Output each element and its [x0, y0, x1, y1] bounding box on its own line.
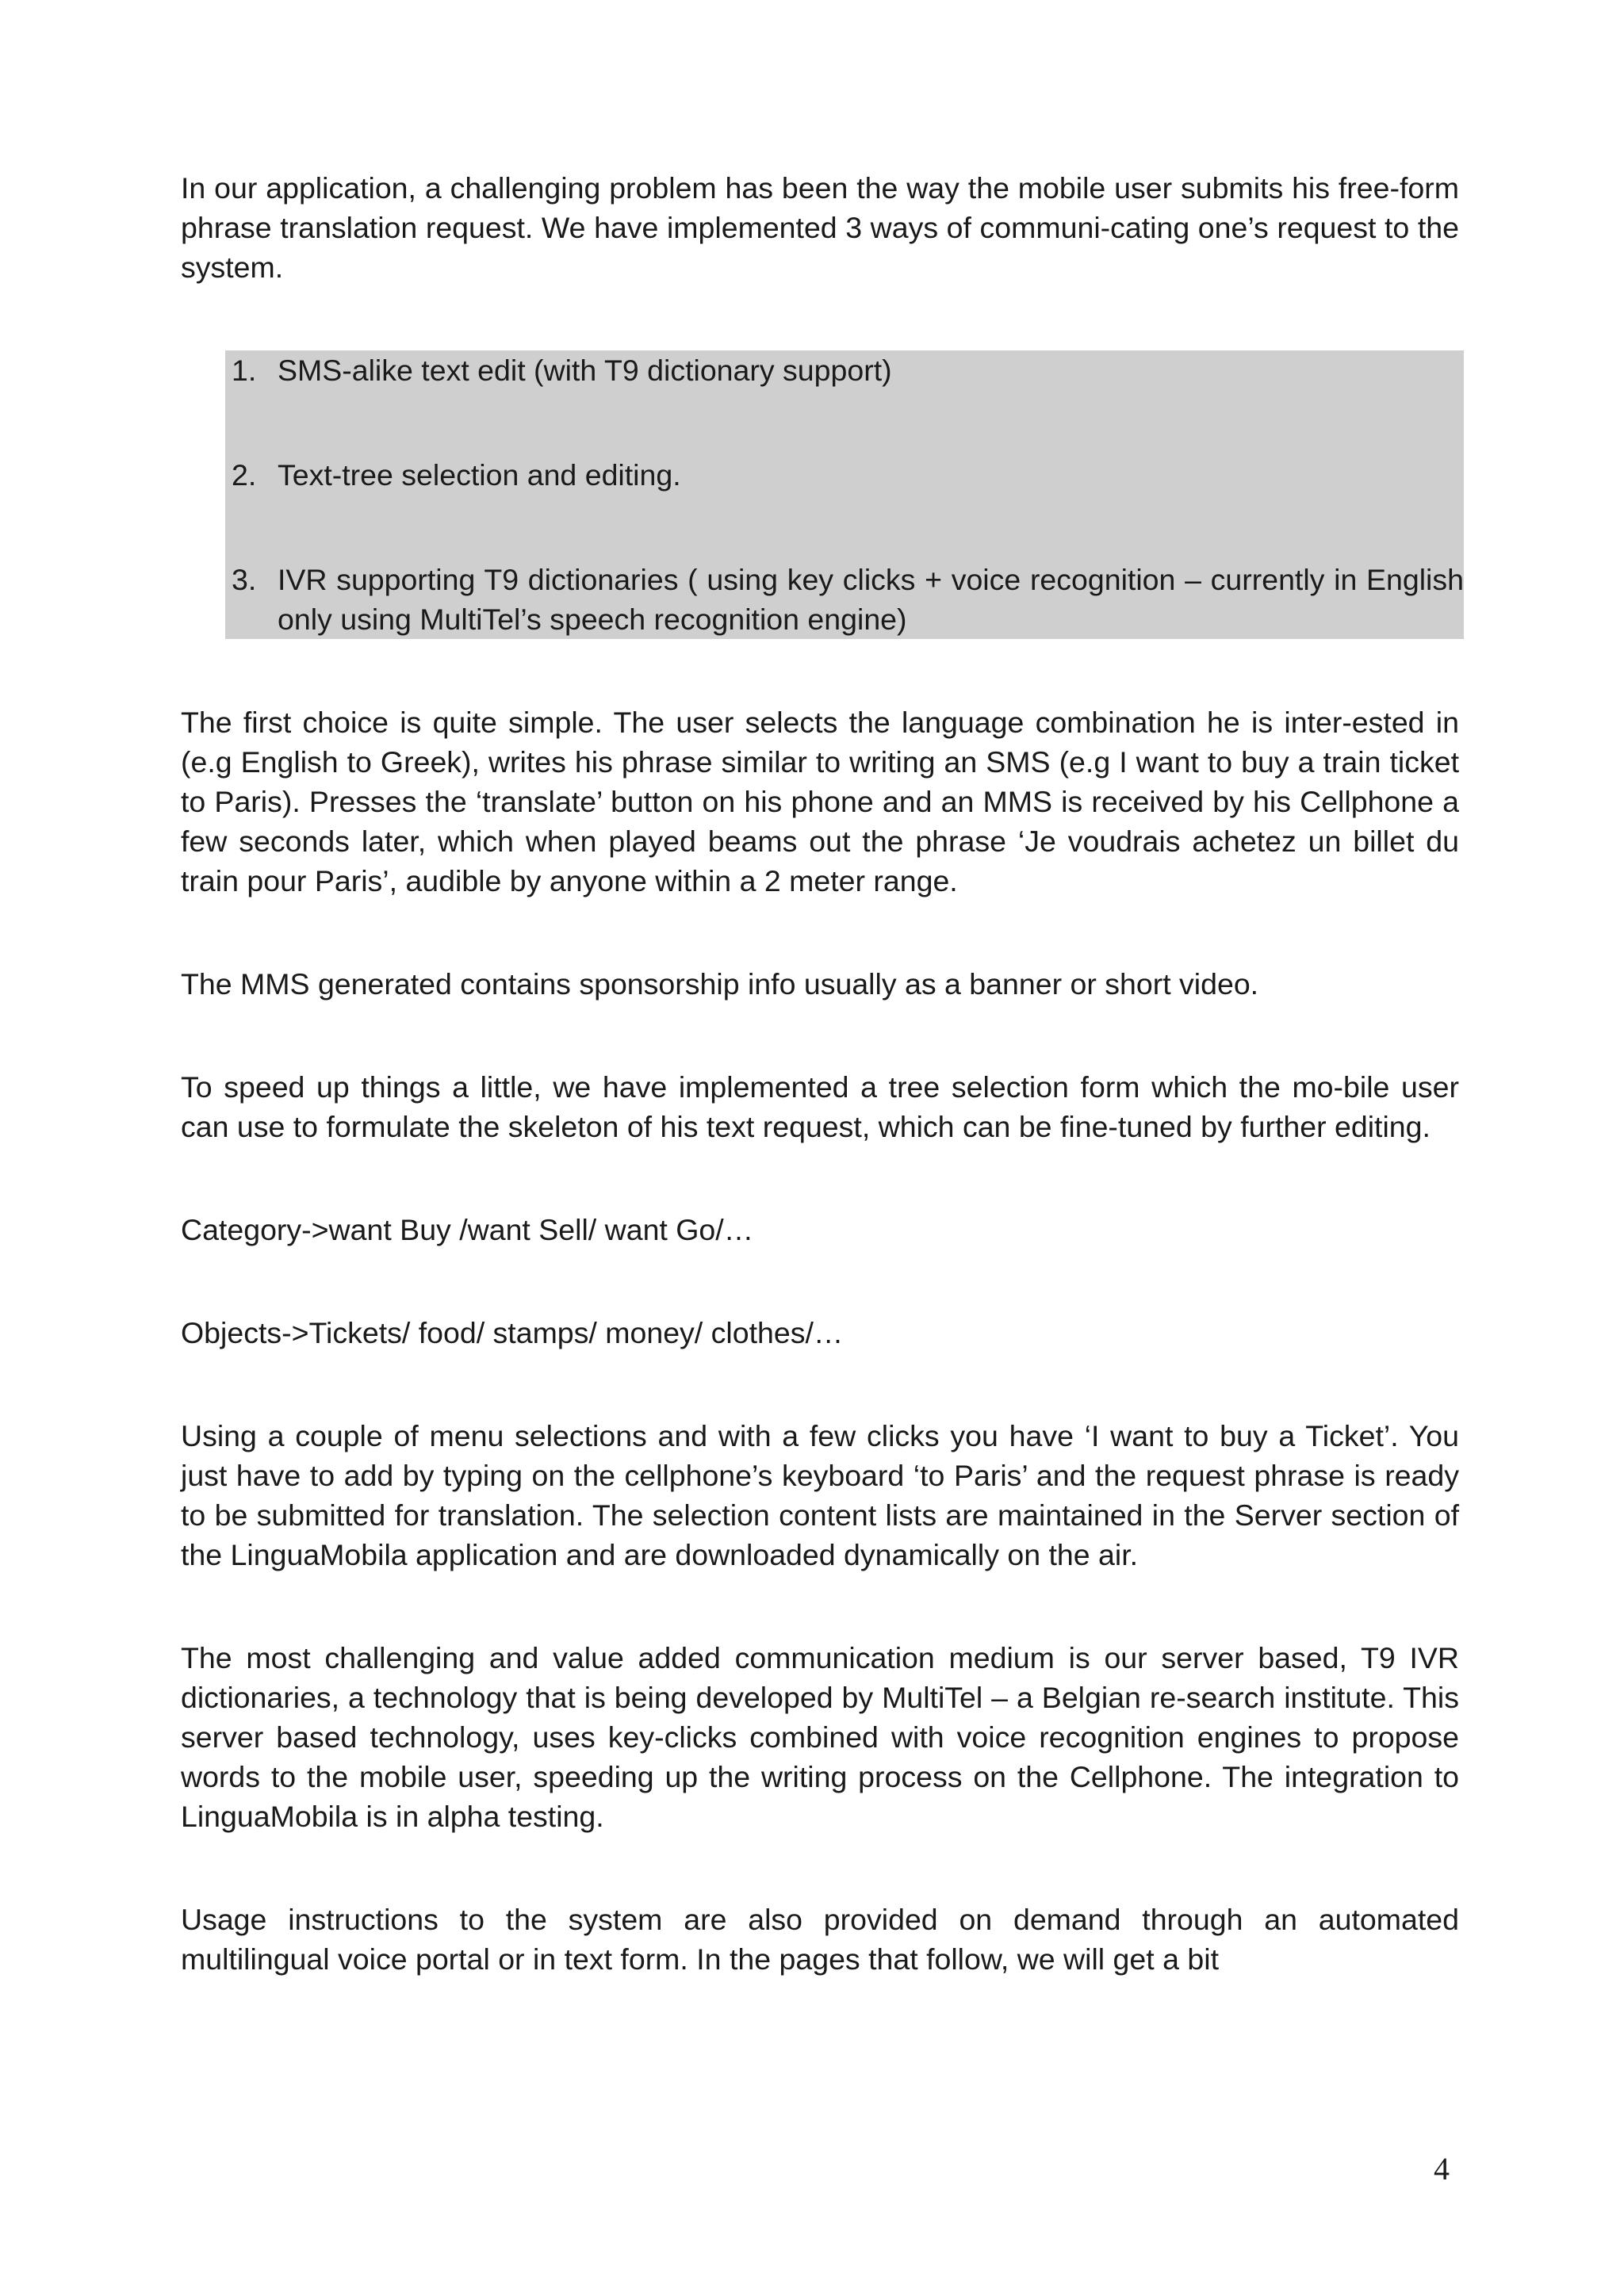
paragraph-most-challenging: The most challenging and value added communication medium is our server based, T9 IVR dictionaries, a technology that is being developed by MultiTel – a Belgian re-search institute. This server based technology, uses key-clicks combined with voice recognition engines to propose words to the mobile user, speeding up the writing process on the Cellphone. The integration to LinguaMobila is in alpha testing. — [181, 1641, 1459, 1833]
list-item — [225, 455, 1464, 495]
paragraph-first-choice: The first choice is quite simple. The user selects the language combination he is inter-ested in (e.g English to Greek), writes his phrase similar to writing an SMS (e.g I want to buy a train ticket to Paris). Presses the ‘translate’ button on his phone and an MMS is received by his Cellphone a few seconds later, which when played beams out the phrase ‘Je voudrais achetez un billet du train pour Paris’, audible by anyone within a 2 meter range. — [181, 706, 1459, 897]
document-page — [181, 168, 1464, 1979]
list-item-number: 3. — [232, 563, 257, 596]
paragraph-speed-up: To speed up things a little, we have implemented a tree selection form which the mo-bile user can use to formulate the skeleton of his text request, which can be fine-tuned by further editing. — [181, 1070, 1459, 1143]
list-item-text: SMS-alike text edit (with T9 dictionary support) — [278, 354, 892, 387]
page-number: 4 — [1434, 2151, 1450, 2187]
paragraph-usage: Usage instructions to the system are also provided on demand through an automated multilingual voice portal or in text form. In the pages that follow, we will get a bit — [181, 1903, 1459, 1976]
methods-list — [225, 350, 1464, 639]
list-item-text: Text-tree selection and editing. — [278, 458, 681, 492]
paragraph-objects: Objects->Tickets/ food/ stamps/ money/ clothes/… — [181, 1316, 844, 1349]
paragraph-category: Category->want Buy /want Sell/ want Go/… — [181, 1213, 754, 1246]
paragraph-menu-selections: Using a couple of menu selections and with a few clicks you have ‘I want to buy a Ticket’. You just have to add by typing on the cellphone’s keyboard ‘to Paris’ and the request phrase is ready to be submitted for translation. The selection content lists are maintained in the Server section of the LinguaMobila application and are downloaded dynamically on the air. — [181, 1419, 1459, 1571]
list-item-number: 1. — [232, 354, 257, 387]
list-item — [225, 350, 1464, 390]
list-item-text: IVR supporting T9 dictionaries ( using key clicks + voice recognition – currently in English only using MultiTel’s speech recognition engine) — [278, 563, 1464, 636]
list-item — [225, 560, 1464, 639]
paragraph-intro: In our application, a challenging problem has been the way the mobile user submits his free-form phrase translation request. We have implemented 3 ways of communi-cating one’s request to the system. — [181, 171, 1459, 284]
paragraph-mms: The MMS generated contains sponsorship info usually as a banner or short video. — [181, 967, 1259, 1001]
list-item-number: 2. — [232, 458, 257, 492]
